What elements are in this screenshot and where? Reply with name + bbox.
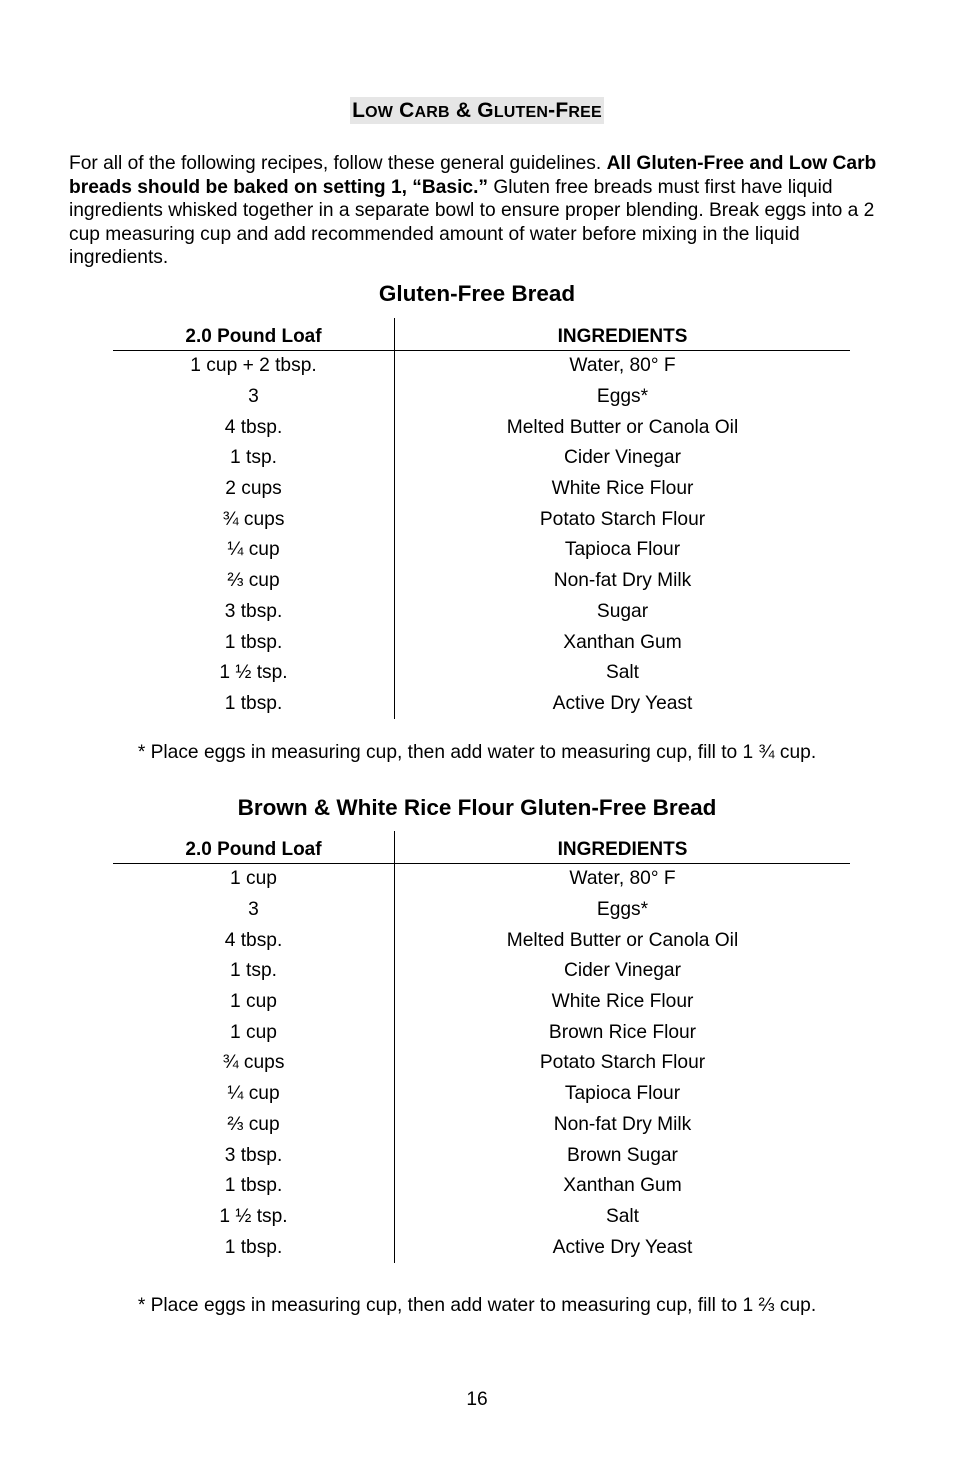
ingredient-cell: Melted Butter or Canola Oil	[506, 929, 739, 951]
recipe-table	[113, 831, 850, 1263]
ingredient-cell: White Rice Flour	[551, 478, 694, 500]
table-row	[113, 1140, 850, 1171]
table-row	[113, 504, 850, 535]
ingredient-cell: Xanthan Gum	[563, 1175, 682, 1197]
intro-paragraph	[69, 152, 889, 270]
amount-cell: 1 cup	[113, 987, 395, 1018]
amount-cell: ¾ cups	[113, 504, 395, 535]
page-number: 16	[466, 1389, 488, 1410]
amount-cell: 1 tbsp.	[113, 627, 395, 658]
table-row	[113, 474, 850, 505]
header-amount: 2.0 Pound Loaf	[113, 831, 395, 864]
table-row	[113, 1110, 850, 1141]
title-initial: L	[352, 99, 366, 122]
table-row	[113, 382, 850, 413]
table-row	[113, 1048, 850, 1079]
ingredient-cell: Potato Starch Flour	[539, 508, 706, 530]
table-header-row	[113, 318, 850, 351]
title-initial: G	[477, 99, 494, 122]
amount-cell: 3 tbsp.	[113, 597, 395, 628]
ingredient-cell: Tapioca Flour	[564, 539, 681, 561]
recipe-note: * Place eggs in measuring cup, then add water to measuring cup, fill to 1 ¾ cup.	[137, 742, 817, 763]
table-body	[113, 864, 850, 1263]
amount-cell: 1 ½ tsp.	[113, 1202, 395, 1233]
title-smallcaps: LUTEN	[493, 104, 549, 121]
ingredient-cell: Xanthan Gum	[563, 631, 682, 653]
ingredient-cell: Melted Butter or Canola Oil	[506, 416, 739, 438]
ingredient-cell: Water, 80° F	[569, 355, 676, 377]
ingredient-cell: Non-fat Dry Milk	[553, 1113, 692, 1135]
table-row	[113, 658, 850, 689]
title-dash: -	[548, 99, 556, 122]
ingredient-cell: Brown Sugar	[567, 1144, 678, 1166]
table-row	[113, 987, 850, 1018]
table-row	[113, 566, 850, 597]
table-row	[113, 351, 850, 382]
intro-lead: For all of the following recipes, follow these general guidelines.	[69, 153, 607, 174]
table-row	[113, 864, 850, 895]
header-ingredients: INGREDIENTS	[395, 318, 851, 351]
table-row	[113, 412, 850, 443]
amount-cell: ¼ cup	[113, 1079, 395, 1110]
table-row	[113, 597, 850, 628]
table-row	[113, 689, 850, 720]
table-row	[113, 1171, 850, 1202]
intro-bold: All Gluten-Free and Low Carb breads should be baked on setting 1, “Basic.”	[69, 153, 877, 198]
table-row	[113, 1079, 850, 1110]
recipe-note: * Place eggs in measuring cup, then add water to measuring cup, fill to 1 ⅔ cup.	[137, 1295, 817, 1316]
ingredient-cell: Non-fat Dry Milk	[553, 570, 692, 592]
title-initial: F	[555, 99, 569, 122]
amount-cell: 1 tbsp.	[113, 1171, 395, 1202]
ingredient-cell: Salt	[605, 1205, 640, 1227]
amount-cell: 4 tbsp.	[113, 412, 395, 443]
table-header-row	[113, 831, 850, 864]
header-amount: 2.0 Pound Loaf	[113, 318, 395, 351]
title-initial: C	[399, 99, 415, 122]
table-row	[113, 627, 850, 658]
table-row	[113, 535, 850, 566]
title-ampersand: &	[455, 99, 472, 122]
amount-cell: 1 tsp.	[113, 956, 395, 987]
ingredient-cell: Salt	[605, 662, 640, 684]
table-row	[113, 1202, 850, 1233]
ingredient-cell: Cider Vinegar	[564, 447, 681, 469]
amount-cell: 3 tbsp.	[113, 1140, 395, 1171]
amount-cell: 1 tbsp.	[113, 689, 395, 720]
header-ingredients: INGREDIENTS	[395, 831, 851, 864]
amount-cell: ¾ cups	[113, 1048, 395, 1079]
amount-cell: 1 cup	[113, 864, 395, 895]
ingredient-cell: White Rice Flour	[551, 991, 694, 1013]
ingredient-cell: Sugar	[596, 600, 649, 622]
table-body	[113, 351, 850, 720]
amount-cell: 1 tbsp.	[113, 1232, 395, 1263]
ingredient-cell: Brown Rice Flour	[548, 1021, 697, 1043]
recipe-table	[113, 318, 850, 719]
recipe-title: Brown & White Rice Flour Gluten-Free Bread	[237, 795, 717, 820]
amount-cell: 2 cups	[113, 474, 395, 505]
amount-cell: 1 tsp.	[113, 443, 395, 474]
amount-cell: 3	[113, 382, 395, 413]
amount-cell: 4 tbsp.	[113, 925, 395, 956]
recipe-title: Gluten-Free Bread	[378, 281, 576, 306]
table-row	[113, 956, 850, 987]
ingredient-cell: Eggs*	[596, 899, 649, 921]
ingredient-cell: Active Dry Yeast	[552, 1236, 693, 1258]
amount-cell: ⅔ cup	[113, 566, 395, 597]
section-title-box	[350, 97, 604, 124]
ingredient-cell: Water, 80° F	[569, 868, 676, 890]
ingredient-cell: Tapioca Flour	[564, 1083, 681, 1105]
amount-cell: 1 cup	[113, 1017, 395, 1048]
intro-rest: Gluten free breads must first have liquid ingredients whisked together in a separate bowl to ensure proper blending. Break eggs into a 2 cup measuring cup and add recommended amount of water before mixing in the liquid ingredients.	[69, 176, 875, 269]
amount-cell: 1 ½ tsp.	[113, 658, 395, 689]
amount-cell: ¼ cup	[113, 535, 395, 566]
title-smallcaps: REE	[568, 104, 602, 121]
table-row	[113, 443, 850, 474]
section-title	[0, 97, 954, 124]
ingredient-cell: Active Dry Yeast	[552, 692, 693, 714]
title-smallcaps: ARB	[414, 104, 450, 121]
table-row	[113, 1017, 850, 1048]
amount-cell: 3	[113, 895, 395, 926]
amount-cell: ⅔ cup	[113, 1110, 395, 1141]
table-row	[113, 925, 850, 956]
table-row	[113, 895, 850, 926]
table-row	[113, 1232, 850, 1263]
ingredient-cell: Eggs*	[596, 386, 649, 408]
amount-cell: 1 cup + 2 tbsp.	[113, 351, 395, 382]
ingredient-cell: Cider Vinegar	[564, 960, 681, 982]
ingredient-cell: Potato Starch Flour	[539, 1052, 706, 1074]
title-smallcaps: OW	[365, 104, 394, 121]
